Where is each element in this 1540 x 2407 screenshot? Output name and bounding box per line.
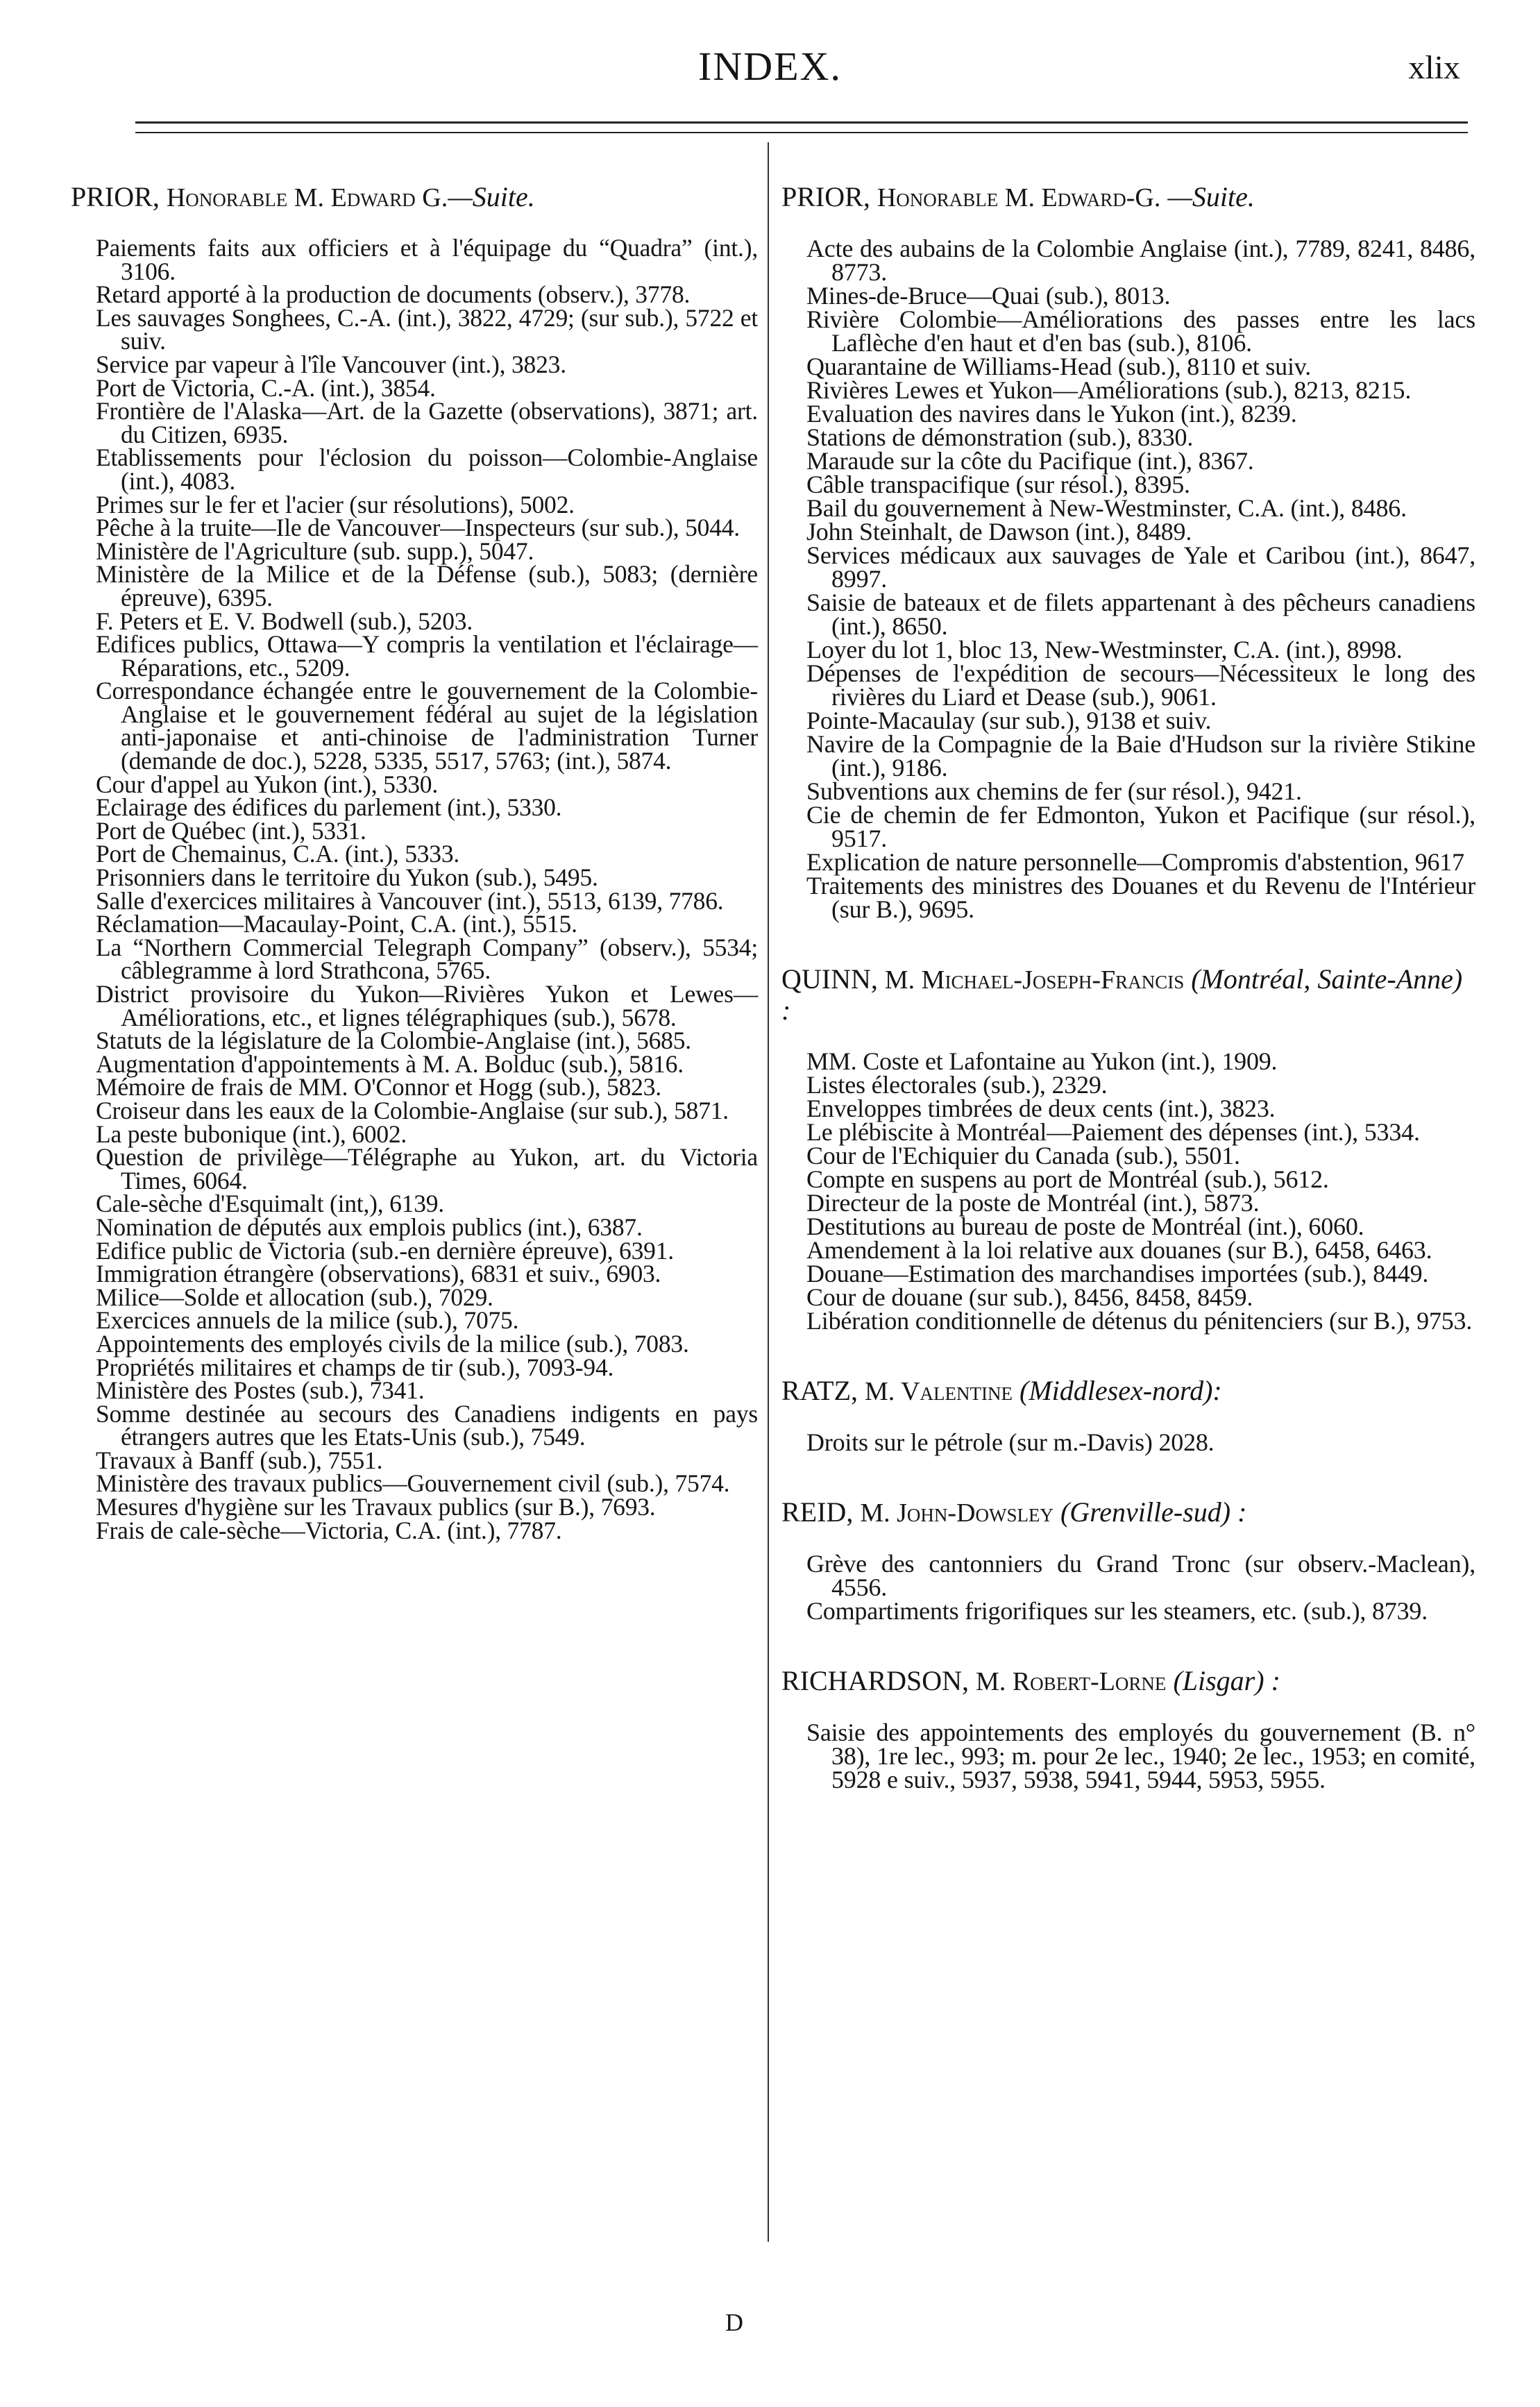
index-entry: Droits sur le pétrole (sur m.-Davis) 2028. [806, 1428, 1215, 1456]
index-entry: Maraude sur la côte du Pacifique (int.), 8367. [806, 447, 1254, 475]
member-entries-list [781, 237, 1475, 921]
index-entry: Nomination de députés aux emplois publics (int.), 6387. [96, 1213, 643, 1241]
index-entry: Question de privilège—Télégraphe au Yukon, art. du Victoria Times, 6064. [96, 1143, 758, 1194]
index-entry: Compartiments frigorifiques sur les steamers, etc. (sub.), 8739. [806, 1597, 1428, 1625]
index-entry: Saisie des appointements des employés du gouvernement (B. n° 38), 1re lec., 993; m. pour 2e lec., 1940; 2e lec., 1953; en comité, 5928 e suiv., 5937, 5938, 5941, 5944, 5953, 5955. [806, 1718, 1475, 1793]
index-entry: Douane—Estimation des marchandises importées (sub.), 8449. [806, 1260, 1429, 1287]
index-entry: Prisonniers dans le territoire du Yukon (sub.), 5495. [96, 863, 598, 892]
index-entry: Ministère de l'Agriculture (sub. supp.), 5047. [96, 537, 534, 565]
index-entry: Quarantaine de Williams-Head (sub.), 8110 et suiv. [806, 353, 1312, 380]
index-entry: Destitutions au bureau de poste de Montréal (int.), 6060. [806, 1213, 1364, 1240]
page-number: xlix [1408, 49, 1460, 86]
column-divider [768, 142, 769, 2242]
heading-honorific: M. Michael-Joseph-Francis [884, 965, 1185, 995]
left-column-heading [71, 182, 758, 213]
index-entry: Mines-de-Bruce—Quai (sub.), 8013. [806, 282, 1171, 310]
heading-surname: REID, [781, 1496, 854, 1528]
index-entry: La peste bubonique (int.), 6002. [96, 1120, 407, 1148]
right-column [781, 182, 1475, 1791]
page-title: INDEX. [698, 44, 842, 89]
heading-surname: PRIOR, [71, 181, 160, 212]
index-entry: La “Northern Commercial Telegraph Company” (observ.), 5534; câblegramme à lord Strathcona, 5765. [96, 933, 758, 985]
member-section [781, 1497, 1475, 1623]
heading-surname: PRIOR, [781, 181, 870, 212]
index-entry: Travaux à Banff (sub.), 7551. [96, 1446, 383, 1474]
heading-riding: —Suite. [1167, 181, 1255, 212]
index-entry: Edifice public de Victoria (sub.-en dernière épreuve), 6391. [96, 1236, 674, 1265]
index-entry: Cour de l'Echiquier du Canada (sub.), 5501. [806, 1142, 1240, 1169]
index-entry: District provisoire du Yukon—Rivières Yukon et Lewes—Améliorations, etc., et lignes télégraphiques (sub.), 5678. [96, 980, 758, 1031]
index-entry: Service par vapeur à l'île Vancouver (int.), 3823. [96, 350, 566, 378]
header-rule-thin [135, 132, 1468, 133]
index-entry: Cour d'appel au Yukon (int.), 5330. [96, 770, 439, 798]
heading-surname: RICHARDSON, [781, 1665, 970, 1696]
index-entry: Propriétés militaires et champs de tir (sub.), 7093-94. [96, 1353, 614, 1381]
index-entry: Port de Chemainus, C.A. (int.), 5333. [96, 840, 460, 868]
heading-suffix: —Suite. [448, 181, 535, 212]
heading-honorific: M. Robert-Lorne [976, 1667, 1167, 1696]
index-entry: Dépenses de l'expédition de secours—Nécessiteux le long des rivières du Liard et Dease (sub.), 9061. [806, 659, 1475, 711]
index-entry: Ministère des Postes (sub.), 7341. [96, 1376, 425, 1405]
index-entry: John Steinhalt, de Dawson (int.), 8489. [806, 518, 1192, 546]
member-section [781, 1666, 1475, 1791]
index-entry: Exercices annuels de la milice (sub.), 7075. [96, 1306, 519, 1335]
index-entry: Saisie de bateaux et de filets appartenant à des pêcheurs canadiens (int.), 8650. [806, 589, 1475, 640]
index-entry: Paiements faits aux officiers et à l'équipage du “Quadra” (int.), 3106. [96, 234, 758, 285]
index-entry: Explication de nature personnelle—Compromis d'abstention, 9617 [806, 848, 1464, 876]
member-entries-list [781, 1049, 1475, 1333]
index-entry: Stations de démonstration (sub.), 8330. [806, 423, 1194, 451]
index-entry: Port de Victoria, C.-A. (int.), 3854. [96, 373, 436, 402]
index-entry: Traitements des ministres des Douanes et du Revenu de l'Intérieur (sur B.), 9695. [806, 872, 1475, 923]
index-entry: Rivière Colombie—Améliorations des passes entre les lacs Laflèche d'en haut et d'en bas (sub.), 8106. [806, 305, 1475, 357]
index-entry: Libération conditionnelle de détenus du pénitenciers (sur B.), 9753. [806, 1307, 1473, 1335]
index-entry: Frais de cale-sèche—Victoria, C.A. (int.), 7787. [96, 1516, 562, 1544]
index-entry: Subventions aux chemins de fer (sur résol.), 9421. [806, 777, 1302, 805]
index-entry: Primes sur le fer et l'acier (sur résolutions), 5002. [96, 490, 575, 518]
index-entry: Pointe-Macaulay (sur sub.), 9138 et suiv. [806, 707, 1212, 734]
member-entries-list [781, 1718, 1475, 1793]
index-entry: Immigration étrangère (observations), 6831 et suiv., 6903. [96, 1260, 661, 1288]
index-entry: Grève des cantonniers du Grand Tronc (sur observ.-Maclean), 4556. [806, 1550, 1475, 1601]
heading-riding: (Montréal, Sainte-Anne) : [781, 963, 1463, 1026]
member-section [781, 182, 1475, 921]
member-section [781, 964, 1475, 1333]
index-entry: Mémoire de frais de MM. O'Connor et Hogg (sub.), 5823. [96, 1073, 661, 1101]
index-entry: MM. Coste et Lafontaine au Yukon (int.), 1909. [806, 1047, 1278, 1075]
index-entry: Ministère des travaux publics—Gouvernement civil (sub.), 7574. [96, 1469, 730, 1498]
member-heading [781, 964, 1475, 1026]
index-entry: Acte des aubains de la Colombie Anglaise (int.), 7789, 8241, 8486, 8773. [806, 235, 1475, 286]
index-entry: Croiseur dans les eaux de la Colombie-Anglaise (sur sub.), 5871. [96, 1096, 729, 1124]
member-entries-list [781, 1552, 1475, 1623]
left-entries-list [71, 234, 758, 1544]
header-rule [135, 121, 1468, 124]
index-entry: Réclamation—Macaulay-Point, C.A. (int.), 5515. [96, 910, 577, 938]
heading-honorific: M. Valentine [865, 1377, 1013, 1406]
member-section [781, 1376, 1475, 1454]
index-entry: Services médicaux aux sauvages de Yale et Caribou (int.), 8647, 8997. [806, 541, 1475, 593]
heading-surname: QUINN, [781, 963, 878, 995]
index-entry: Compte en suspens au port de Montréal (sub.), 5612. [806, 1165, 1329, 1193]
index-entry: Cour de douane (sur sub.), 8456, 8458, 8459. [806, 1283, 1253, 1311]
heading-surname: RATZ, [781, 1375, 858, 1406]
index-entry: Eclairage des édifices du parlement (int.), 5330. [96, 793, 562, 822]
member-heading [781, 1376, 1475, 1407]
heading-riding: (Grenville-sud) : [1060, 1496, 1247, 1528]
member-heading [781, 1497, 1475, 1528]
index-entry: Frontière de l'Alaska—Art. de la Gazette (observations), 3871; art. du Citizen, 6935. [96, 397, 758, 448]
index-entry: Augmentation d'appointements à M. A. Bolduc (sub.), 5816. [96, 1049, 684, 1078]
index-entry: Retard apporté à la production de documents (observ.), 3778. [96, 280, 691, 309]
index-entry: Correspondance échangée entre le gouvernement de la Colombie-Anglaise et le gouvernement fédéral au sujet de la législation anti-japonaise et anti-chinoise de l'administration Turner (demande de doc.), 5228, 5335, 5517, 5763; (int.), 5874. [96, 677, 758, 775]
index-entry: Les sauvages Songhees, C.-A. (int.), 3822, 4729; (sur sub.), 5722 et suiv. [96, 303, 758, 355]
index-entry: Mesures d'hygiène sur les Travaux publics (sur B.), 7693. [96, 1493, 656, 1521]
index-entry: Evaluation des navires dans le Yukon (int.), 8239. [806, 400, 1297, 428]
index-entry: Listes électorales (sub.), 2329. [806, 1071, 1108, 1099]
index-entry: Milice—Solde et allocation (sub.), 7029. [96, 1283, 493, 1311]
index-entry: Rivières Lewes et Yukon—Améliorations (sub.), 8213, 8215. [806, 376, 1412, 404]
index-entry: Port de Québec (int.), 5331. [96, 816, 366, 845]
index-entry: Amendement à la loi relative aux douanes (sur B.), 6458, 6463. [806, 1236, 1432, 1264]
index-entry: Directeur de la poste de Montréal (int.), 5873. [806, 1189, 1260, 1217]
index-entry: Ministère de la Milice et de la Défense (sub.), 5083; (dernière épreuve), 6395. [96, 560, 758, 611]
heading-riding: (Middlesex-nord): [1019, 1375, 1222, 1406]
index-entry: Statuts de la législature de la Colombie-Anglaise (int.), 5685. [96, 1027, 691, 1055]
signature-mark: D [725, 2308, 743, 2336]
index-entry: Salle d'exercices militaires à Vancouver (int.), 5513, 6139, 7786. [96, 886, 724, 915]
index-entry: Cie de chemin de fer Edmonton, Yukon et Pacifique (sur résol.), 9517. [806, 801, 1475, 852]
heading-honorific: Honorable M. Edward G. [166, 183, 448, 212]
member-heading [781, 1666, 1475, 1697]
index-entry: Navire de la Compagnie de la Baie d'Hudson sur la rivière Stikine (int.), 9186. [806, 730, 1475, 782]
index-entry: Bail du gouvernement à New-Westminster, C.A. (int.), 8486. [806, 494, 1407, 522]
member-heading [781, 182, 1475, 213]
index-entry: Le plébiscite à Montréal—Paiement des dépenses (int.), 5334. [806, 1118, 1420, 1146]
heading-honorific: Honorable M. Edward-G. [877, 183, 1161, 212]
heading-riding: (Lisgar) : [1173, 1665, 1280, 1696]
index-entry: Etablissements pour l'éclosion du poisson—Colombie-Anglaise (int.), 4083. [96, 444, 758, 495]
index-entry: Pêche à la truite—Ile de Vancouver—Inspecteurs (sur sub.), 5044. [96, 514, 740, 542]
left-column [71, 182, 758, 1542]
index-entry: Enveloppes timbrées de deux cents (int.), 3823. [806, 1095, 1276, 1122]
index-entry: Loyer du lot 1, bloc 13, New-Westminster, C.A. (int.), 8998. [806, 636, 1403, 664]
index-entry: Edifices publics, Ottawa—Y compris la ventilation et l'éclairage—Réparations, etc., 5209. [96, 630, 758, 682]
index-entry: Cale-sèche d'Esquimalt (int,), 6139. [96, 1190, 444, 1218]
index-entry: Appointements des employés civils de la milice (sub.), 7083. [96, 1329, 689, 1358]
index-entry: F. Peters et E. V. Bodwell (sub.), 5203. [96, 607, 473, 635]
member-entries-list [781, 1430, 1475, 1454]
heading-honorific: M. John-Dowsley [860, 1498, 1054, 1528]
index-entry: Câble transpacifique (sur résol.), 8395. [806, 471, 1190, 498]
index-entry: Somme destinée au secours des Canadiens indigents en pays étrangers autres que les Etats-Unis (sub.), 7549. [96, 1399, 758, 1451]
